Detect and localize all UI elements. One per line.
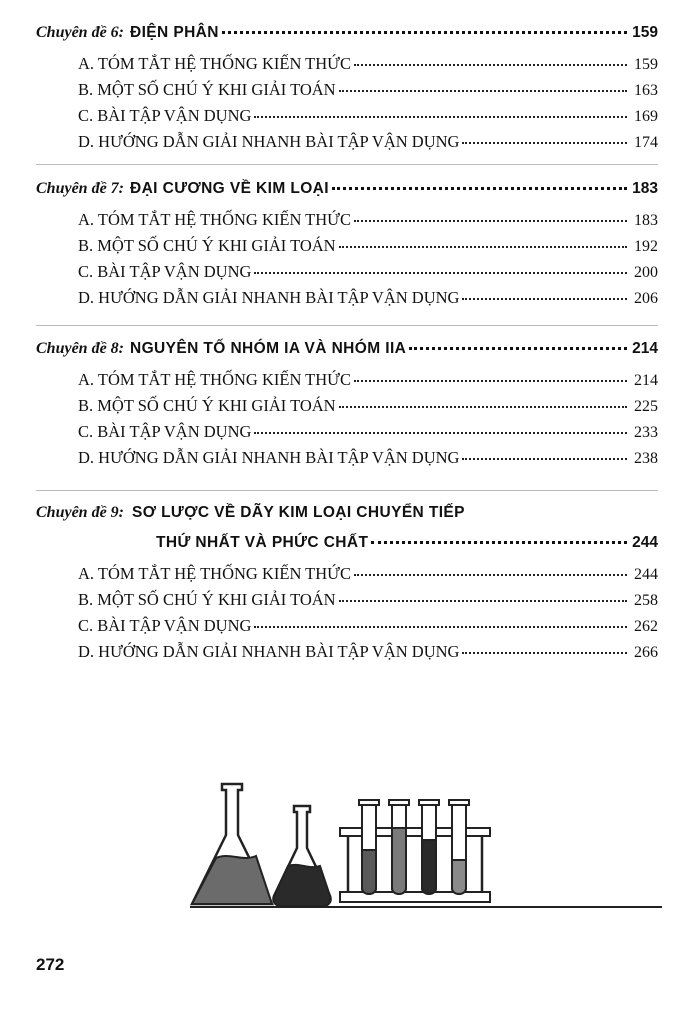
toc-chapter-9	[36, 504, 658, 668]
chapter-page-number: 244	[632, 534, 658, 551]
dot-leader	[409, 347, 627, 350]
toc-chapter-heading[interactable]	[36, 24, 658, 54]
chapter-title: ĐIỆN PHÂN	[130, 24, 219, 41]
toc-item-page: 262	[634, 618, 658, 635]
toc-item-page: 238	[634, 450, 658, 467]
toc-item-page: 214	[634, 372, 658, 389]
toc-item[interactable]	[36, 590, 658, 616]
toc-item-title: C. BÀI TẬP VẬN DỤNG	[78, 422, 252, 441]
chapter-title: ĐẠI CƯƠNG VỀ KIM LOẠI	[130, 180, 329, 197]
toc-chapter-heading-continued[interactable]	[36, 534, 658, 564]
toc-item-page: 183	[634, 212, 658, 229]
toc-item-title: C. BÀI TẬP VẬN DỤNG	[78, 262, 252, 281]
toc-item-title: A. TÓM TẮT HỆ THỐNG KIẾN THỨC	[78, 54, 351, 73]
section-divider	[36, 164, 658, 165]
dot-leader	[339, 90, 627, 92]
chapter-title: NGUYÊN TỐ NHÓM IA VÀ NHÓM IIA	[130, 340, 407, 357]
toc-item[interactable]	[36, 80, 658, 106]
toc-chapter-heading[interactable]	[36, 504, 658, 534]
toc-item-title: A. TÓM TẮT HỆ THỐNG KIẾN THỨC	[78, 210, 351, 229]
section-divider	[36, 490, 658, 491]
chapter-title-line-2: THỨ NHẤT VÀ PHỨC CHẤT	[156, 534, 369, 551]
chapter-label: Chuyên đề 7:	[36, 180, 124, 197]
toc-item-page: 159	[634, 56, 658, 73]
toc-item[interactable]	[36, 236, 658, 262]
toc-item-title: D. HƯỚNG DẪN GIẢI NHANH BÀI TẬP VẬN DỤNG	[78, 132, 460, 151]
toc-item-title: D. HƯỚNG DẪN GIẢI NHANH BÀI TẬP VẬN DỤNG	[78, 288, 460, 307]
dot-leader	[222, 31, 627, 34]
toc-item-page: 174	[634, 134, 658, 151]
dot-leader	[254, 116, 627, 118]
dot-leader	[354, 380, 627, 382]
dot-leader	[462, 458, 627, 460]
toc-item-title: D. HƯỚNG DẪN GIẢI NHANH BÀI TẬP VẬN DỤNG	[78, 642, 460, 661]
toc-item[interactable]	[36, 132, 658, 158]
chapter-title-line-1: SƠ LƯỢC VỀ DÃY KIM LOẠI CHUYỂN TIẾP	[132, 504, 465, 521]
toc-item[interactable]	[36, 210, 658, 236]
toc-item-page: 244	[634, 566, 658, 583]
toc-item[interactable]	[36, 288, 658, 314]
chapter-label: Chuyên đề 6:	[36, 24, 124, 41]
page-number: 272	[36, 955, 65, 974]
dot-leader	[339, 406, 627, 408]
chapter-label: Chuyên đề 9:	[36, 504, 124, 521]
toc-item[interactable]	[36, 422, 658, 448]
dot-leader	[462, 142, 627, 144]
toc-item-title: C. BÀI TẬP VẬN DỤNG	[78, 106, 252, 125]
dot-leader	[354, 220, 627, 222]
chapter-page-number: 214	[632, 340, 658, 357]
toc-item[interactable]	[36, 262, 658, 288]
toc-item-page: 169	[634, 108, 658, 125]
chapter-label: Chuyên đề 8:	[36, 340, 124, 357]
toc-item-title: B. MỘT SỐ CHÚ Ý KHI GIẢI TOÁN	[78, 80, 336, 99]
toc-item-page: 266	[634, 644, 658, 661]
toc-item-page: 163	[634, 82, 658, 99]
toc-item[interactable]	[36, 54, 658, 80]
toc-item[interactable]	[36, 396, 658, 422]
dot-leader	[254, 432, 627, 434]
toc-item-title: B. MỘT SỐ CHÚ Ý KHI GIẢI TOÁN	[78, 396, 336, 415]
dot-leader	[462, 652, 627, 654]
toc-item[interactable]	[36, 564, 658, 590]
toc-item[interactable]	[36, 370, 658, 396]
dot-leader	[371, 541, 627, 544]
toc-item-page: 233	[634, 424, 658, 441]
toc-item-page: 258	[634, 592, 658, 609]
toc-item[interactable]	[36, 642, 658, 668]
dot-leader	[254, 626, 627, 628]
dot-leader	[254, 272, 627, 274]
toc-item-page: 192	[634, 238, 658, 255]
toc-item-title: A. TÓM TẮT HỆ THỐNG KIẾN THỨC	[78, 564, 351, 583]
toc-chapter-heading[interactable]	[36, 180, 658, 210]
dot-leader	[354, 574, 627, 576]
dot-leader	[339, 600, 627, 602]
section-divider	[36, 325, 658, 326]
toc-item-page: 225	[634, 398, 658, 415]
toc-chapter-8	[36, 340, 658, 474]
chapter-page-number: 183	[632, 180, 658, 197]
toc-item-page: 200	[634, 264, 658, 281]
dot-leader	[462, 298, 627, 300]
toc-item[interactable]	[36, 616, 658, 642]
toc-item-title: D. HƯỚNG DẪN GIẢI NHANH BÀI TẬP VẬN DỤNG	[78, 448, 460, 467]
toc-item-title: B. MỘT SỐ CHÚ Ý KHI GIẢI TOÁN	[78, 236, 336, 255]
toc-item[interactable]	[36, 448, 658, 474]
dot-leader	[332, 187, 627, 190]
toc-chapter-6	[36, 24, 658, 158]
toc-item-title: B. MỘT SỐ CHÚ Ý KHI GIẢI TOÁN	[78, 590, 336, 609]
lab-glassware-icon	[190, 780, 665, 920]
toc-item-title: C. BÀI TẬP VẬN DỤNG	[78, 616, 252, 635]
chapter-page-number: 159	[632, 24, 658, 41]
toc-chapter-heading[interactable]	[36, 340, 658, 370]
dot-leader	[354, 64, 627, 66]
toc-item-title: A. TÓM TẮT HỆ THỐNG KIẾN THỨC	[78, 370, 351, 389]
toc-chapter-7	[36, 180, 658, 314]
toc-item[interactable]	[36, 106, 658, 132]
dot-leader	[339, 246, 627, 248]
toc-item-page: 206	[634, 290, 658, 307]
